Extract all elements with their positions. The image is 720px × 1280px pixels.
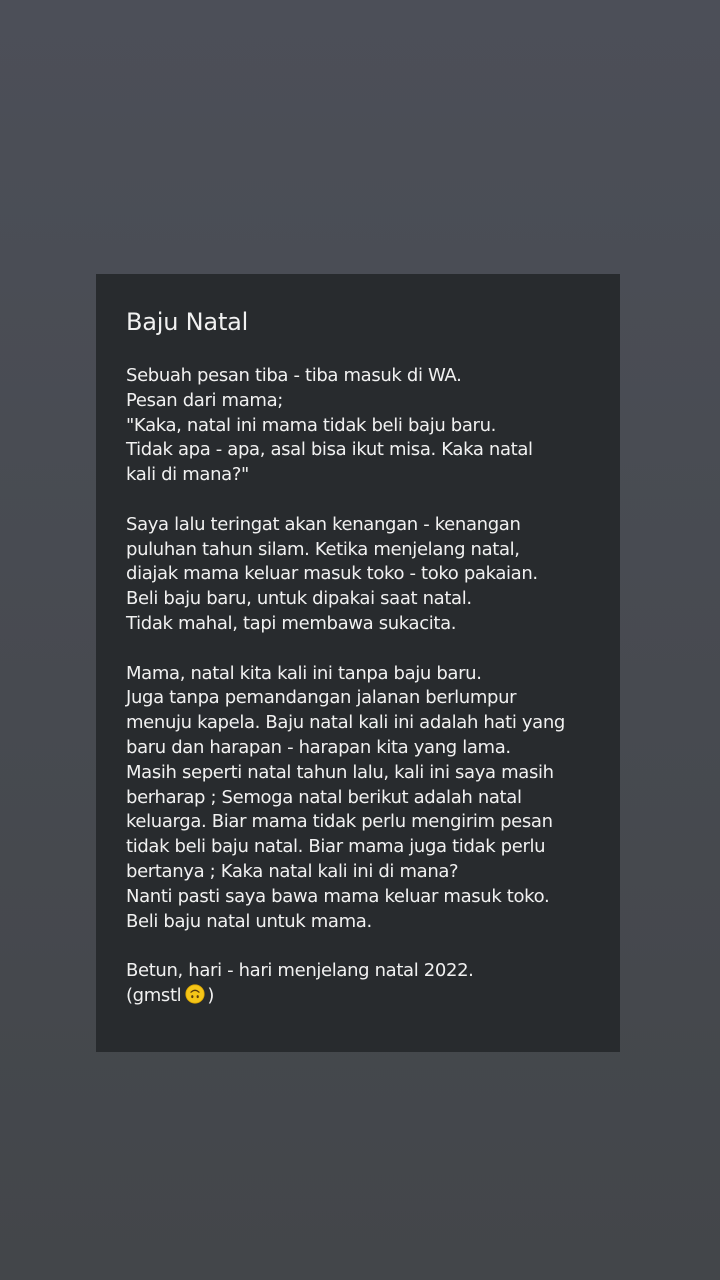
note-card [96,274,620,1052]
note-line: Pesan dari mama; [126,389,283,411]
note-line: berharap ; Semoga natal berikut adalah natal [126,786,522,808]
note-line: menuju kapela. Baju natal kali ini adalah hati yang [126,712,565,734]
note-line: diajak mama keluar masuk toko - toko pakaian. [126,563,538,585]
note-line: puluhan tahun silam. Ketika menjelang natal, [126,538,520,560]
note-line: Beli baju baru, untuk dipakai saat natal. [126,588,472,610]
note-line: "Kaka, natal ini mama tidak beli baju baru. [126,414,497,436]
note-line: Masih seperti natal tahun lalu, kali ini saya masih [126,761,554,783]
note-line: keluarga. Biar mama tidak perlu mengirim pesan [126,811,553,833]
note-line: tidak beli baju natal. Biar mama juga tidak perlu [126,836,546,858]
note-line: bertanya ; Kaka natal kali ini di mana? [126,860,459,882]
note-body [126,364,600,1009]
note-lines [126,364,600,984]
paragraph-gap [126,637,600,662]
note-line: Sebuah pesan tiba - tiba masuk di WA. [126,365,462,386]
note-line: baru dan harapan - harapan kita yang lama. [126,736,511,758]
upside-down-face-emoji-icon [185,984,205,1004]
signature-suffix: ) [207,984,215,1006]
note-line: Betun, hari - hari menjelang natal 2022. [126,960,474,982]
paragraph-gap [126,934,600,959]
note-line: kali di mana?" [126,464,249,486]
note-title: Baju Natal [126,308,249,336]
note-line: Tidak apa - apa, asal bisa ikut misa. Kaka natal [126,439,533,461]
signature-prefix: (gmstl [126,984,182,1006]
paragraph-gap [126,488,600,513]
note-line: Beli baju natal untuk mama. [126,910,372,932]
note-line: Saya lalu teringat akan kenangan - kenangan [126,513,521,535]
note-line: Mama, natal kita kali ini tanpa baju baru. [126,662,482,684]
signature-line [126,984,600,1009]
note-line: Nanti pasti saya bawa mama keluar masuk toko. [126,885,550,907]
note-line: Tidak mahal, tapi membawa sukacita. [126,612,457,634]
note-line: Juga tanpa pemandangan jalanan berlumpur [126,687,517,709]
